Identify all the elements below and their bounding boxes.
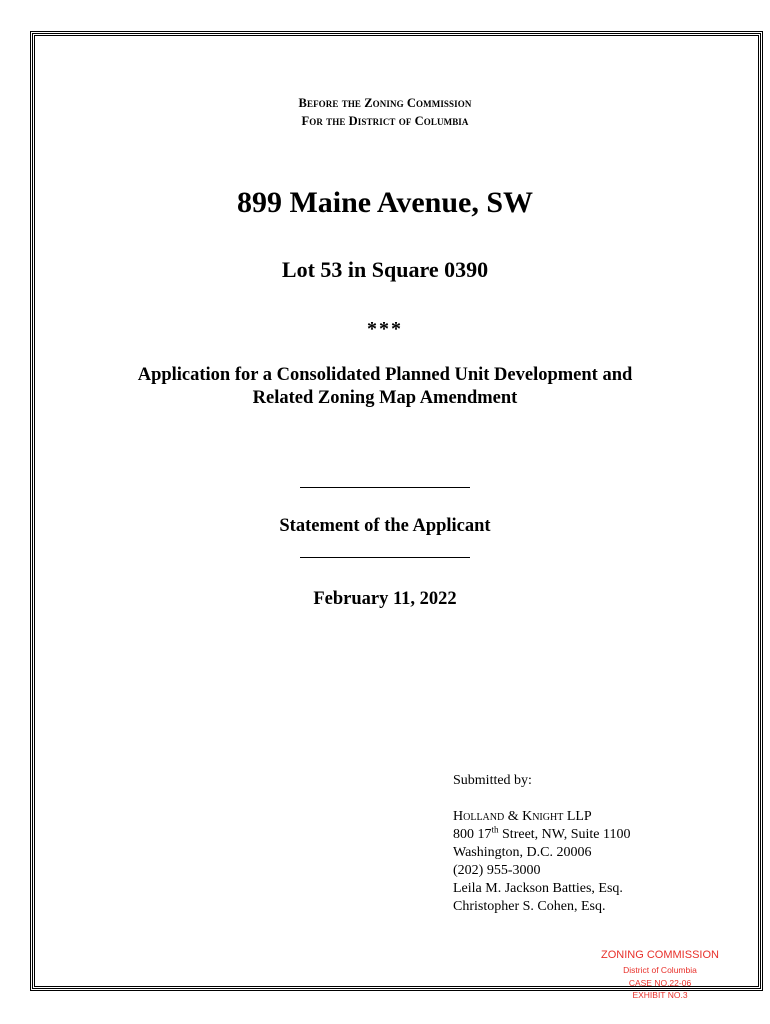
stamp-line-1: ZONING COMMISSION xyxy=(601,949,719,961)
submitter-block xyxy=(453,808,630,916)
stamp-line-4: EXHIBIT NO.3 xyxy=(632,990,688,1000)
stamp-line-2: District of Columbia xyxy=(623,965,697,975)
header-line-1: Before the Zoning Commission xyxy=(298,96,472,110)
address-street: Street, NW, Suite 1100 xyxy=(498,827,631,842)
application-line-1: Application for a Consolidated Planned Unit Development and xyxy=(137,365,633,385)
page-border xyxy=(30,31,763,991)
separator-stars: *** xyxy=(367,318,403,340)
submitted-by-label: Submitted by: xyxy=(453,773,532,788)
firm-name: Holland & Knight LLP xyxy=(453,809,592,824)
statement-heading: Statement of the Applicant xyxy=(279,516,491,536)
document-date: February 11, 2022 xyxy=(313,589,457,609)
header-line-2: For the District of Columbia xyxy=(301,114,469,128)
divider-rule-bottom xyxy=(300,557,470,558)
attorney-name-2: Christopher S. Cohen, Esq. xyxy=(453,899,606,914)
application-line-2: Related Zoning Map Amendment xyxy=(252,388,518,408)
firm-city: Washington, D.C. 20006 xyxy=(453,845,592,860)
address-suffix: th xyxy=(491,824,499,835)
stamp-line-3: CASE NO.22-06 xyxy=(628,978,692,988)
firm-phone: (202) 955-3000 xyxy=(453,863,541,878)
document-title: 899 Maine Avenue, SW xyxy=(236,186,534,219)
divider-rule-top xyxy=(300,487,470,488)
address-number: 800 17 xyxy=(453,827,492,842)
attorney-name-1: Leila M. Jackson Batties, Esq. xyxy=(453,881,623,896)
document-subtitle: Lot 53 in Square 0390 xyxy=(281,257,489,282)
firm-address xyxy=(453,826,630,844)
